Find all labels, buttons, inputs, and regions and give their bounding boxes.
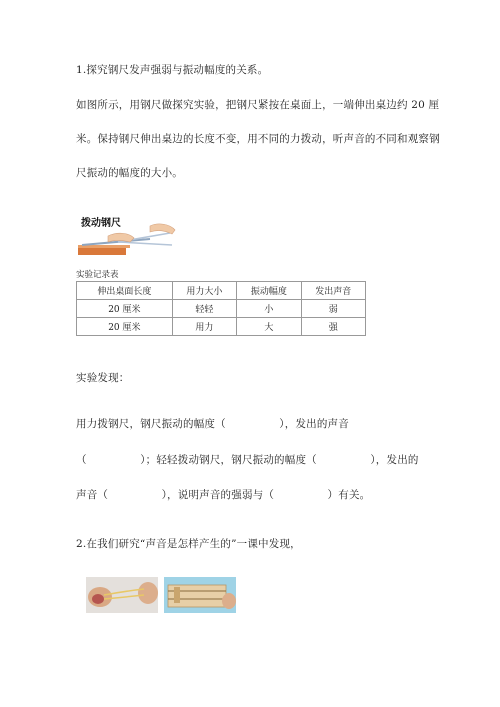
desk-top xyxy=(78,247,126,255)
table-cell: 20 厘米 xyxy=(77,318,173,336)
table-caption: 实验记录表 xyxy=(76,270,119,280)
q2-title: 2.在我们研究“声音是怎样产生的”一课中发现， xyxy=(76,538,301,550)
table-cell: 弱 xyxy=(301,300,365,318)
table-header: 发出声音 xyxy=(301,282,365,300)
table-header: 用力大小 xyxy=(172,282,236,300)
table-cell: 轻轻 xyxy=(172,300,236,318)
table-header: 伸出桌面长度 xyxy=(77,282,173,300)
q1-title: 1.探究钢尺发声强弱与振动幅度的关系。 xyxy=(76,64,269,76)
table-cell: 20 厘米 xyxy=(77,300,173,318)
ruler-pluck-figure xyxy=(78,212,178,260)
finding-label: 实验发现： xyxy=(76,372,130,384)
q1-intro-line3: 尺振动的幅度的大小。 xyxy=(76,167,183,179)
blank-line1: 用力拨钢尺，钢尺振动的幅度（ ），发出的声音 xyxy=(76,418,349,430)
table-row xyxy=(77,300,366,318)
q1-intro-line1: 如图所示，用钢尺做探究实验，把钢尺紧按在桌面上，一端伸出桌边约 20 厘 xyxy=(76,99,440,111)
table-header-row xyxy=(77,282,366,300)
rubber-band-photo xyxy=(86,577,158,613)
table-cell: 大 xyxy=(237,318,301,336)
record-table xyxy=(76,281,366,336)
table-cell: 用力 xyxy=(172,318,236,336)
box-rubber-band-photo xyxy=(164,577,236,613)
table-header: 振动幅度 xyxy=(237,282,301,300)
q1-intro-line2: 米。保持钢尺伸出桌边的长度不变，用不同的力拨动，听声音的不同和观察钢 xyxy=(76,133,440,145)
table-cell: 小 xyxy=(237,300,301,318)
figure-label: 拨动钢尺 xyxy=(81,218,121,229)
table-row xyxy=(77,318,366,336)
table-cell: 强 xyxy=(301,318,365,336)
blank-line2: （ ）；轻轻拨动钢尺，钢尺振动的幅度（ ），发出的 xyxy=(76,454,419,466)
blank-line3: 声音（ ），说明声音的强弱与（ ）有关。 xyxy=(76,489,371,501)
